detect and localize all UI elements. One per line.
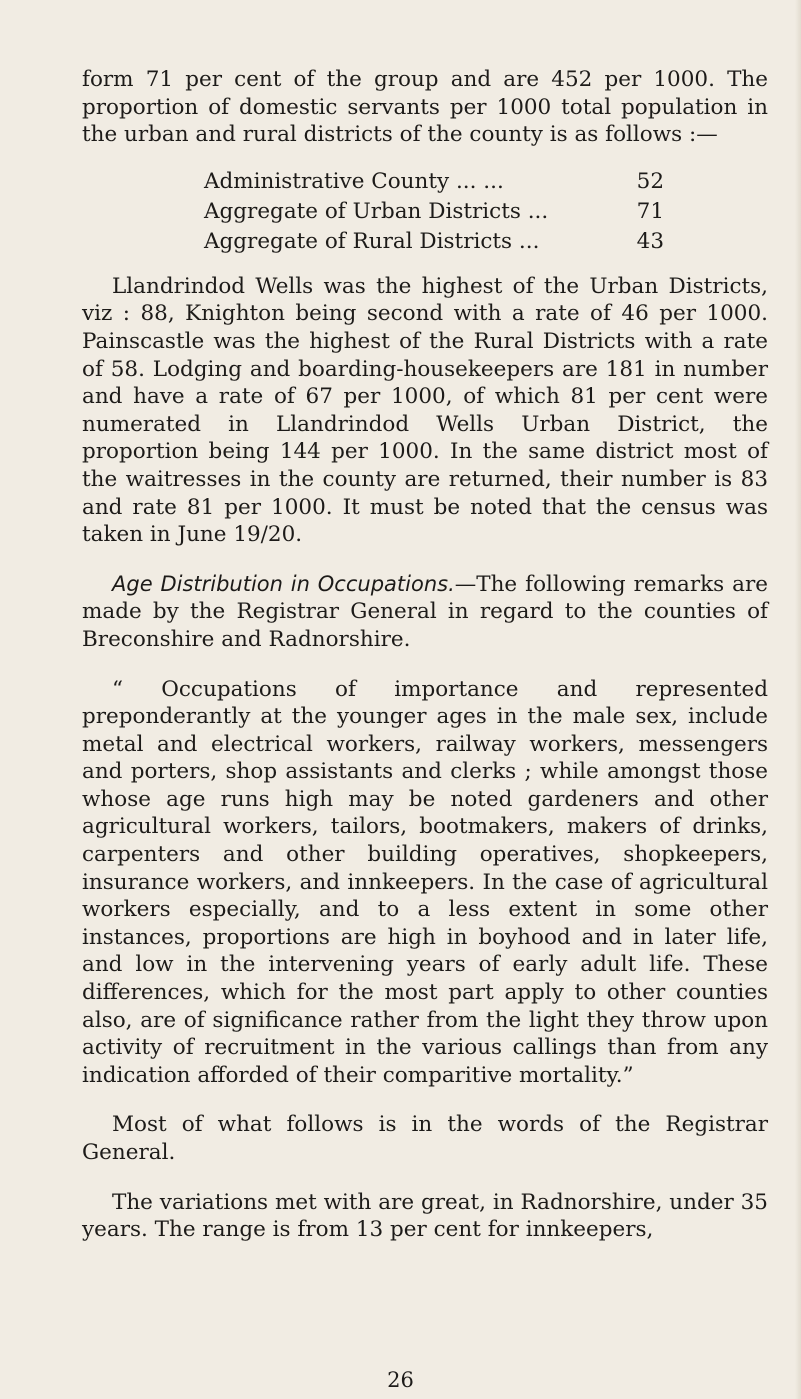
paragraph-registrar-note: Most of what follows is in the words of the Registrar General.	[82, 1112, 768, 1165]
page-edge-shadow	[795, 0, 801, 1399]
registrar-quote: “ Occupations of importance and represented preponderantly at the younger ages in the male sex, include metal and electrical workers, railway workers, messengers and porters, shop assistants and clerks ; while amongst those whose age runs high may be noted gardeners and other agricultural workers, tailors, bootmakers, makers of drinks, carpenters and other building operatives, shopkeepers, insurance workers, and innkeepers. In the case of agricultural workers especially, and to a less extent in some other instances, proportions are high in boyhood and in later life, and low in the intervening years of early adult life. These differences, which for the most part apply to other counties also, are of significance rather from the light they throw upon activity of recruitment in the various callings than from any indication afforded of their comparitive mortality.”	[82, 676, 768, 1088]
table-row	[204, 197, 664, 227]
page-number: 26	[387, 1368, 414, 1392]
paragraph-variations: The variations met with are great, in Radnorshire, under 35 years. The range is from 13 per cent for innkeepers,	[82, 1189, 768, 1243]
paragraph-intro: form 71 per cent of the group and are 452 per 1000. The proportion of domestic servants per 1000 total population in the urban and rural districts of the county is as follows :—	[82, 67, 768, 148]
paragraph-age-distribution	[82, 571, 768, 654]
row-label: Administrative County ... ...	[204, 168, 504, 194]
page-body	[82, 66, 768, 1244]
row-value: 43	[636, 228, 664, 254]
row-label: Aggregate of Rural Districts ...	[204, 228, 540, 254]
section-heading: Age Distribution in Occupations.	[112, 571, 455, 596]
row-label: Aggregate of Urban Districts ...	[204, 198, 549, 224]
row-value: 52	[636, 168, 664, 194]
paragraph-age-distribution-text: —The following remarks are made by the Registrar General in regard to the counties of Breconshire and Radnorshire.	[82, 571, 768, 652]
table-row	[204, 167, 664, 197]
row-value: 71	[636, 198, 664, 224]
servants-rate-table	[82, 167, 664, 257]
paragraph-llandrindod: Llandrindod Wells was the highest of the Urban Districts, viz : 88, Knighton being second with a rate of 46 per 1000. Painscastle was the highest of the Rural Districts with a rate of 58. Lodging and boarding-housekeepers are 181 in number and have a rate of 67 per 1000, of which 81 per cent were numerated in Llandrindod Wells Urban District, the proportion being 144 per 1000. In the same district most of the waitresses in the county are returned, their number is 83 and rate 81 per 1000. It must be noted that the census was taken in June 19/20.	[82, 273, 768, 548]
table-row	[204, 227, 664, 257]
